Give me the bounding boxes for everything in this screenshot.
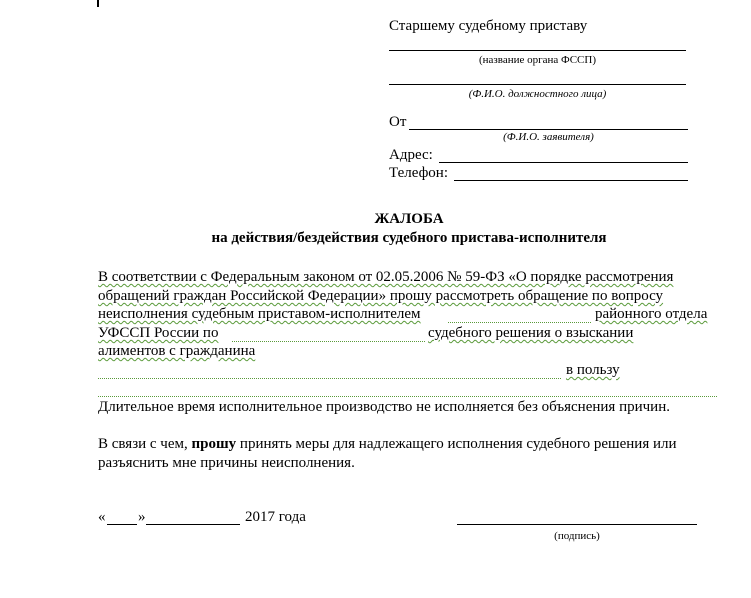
body-line-1: В соответствии с Федеральным законом от 02.05.2006 № 59-ФЗ «О порядке рассмотрения bbox=[98, 269, 674, 285]
document-title: ЖАЛОБА bbox=[374, 211, 444, 227]
date-open-quote: « bbox=[98, 509, 106, 525]
text-cursor bbox=[97, 0, 99, 7]
month-blank[interactable] bbox=[146, 524, 240, 525]
signature-blank[interactable] bbox=[457, 524, 697, 525]
body-line-5: алиментов с гражданина bbox=[98, 343, 256, 359]
day-blank[interactable] bbox=[107, 524, 137, 525]
body-paragraph-3-line-1 bbox=[98, 436, 677, 453]
address-blank[interactable] bbox=[439, 162, 688, 163]
phone-blank[interactable] bbox=[454, 180, 688, 181]
region-blank[interactable] bbox=[232, 341, 425, 342]
from-label: От bbox=[389, 114, 407, 130]
caption-org: (название органа ФССП) bbox=[479, 54, 596, 66]
p3-bold: прошу bbox=[191, 436, 237, 452]
body-line-2: обращений граждан Российской Федерации» прошу рассмотреть обращение по вопросу bbox=[98, 288, 664, 304]
year-text: 2017 года bbox=[245, 509, 306, 525]
department-blank[interactable] bbox=[448, 322, 591, 323]
body-paragraph-3-line-2: разъяснить мне причины неисполнения. bbox=[98, 455, 355, 471]
p3-rest: принять меры для надлежащего исполнения судебного решения или bbox=[236, 436, 677, 452]
applicant-blank[interactable] bbox=[409, 129, 688, 130]
p3-start: В связи с чем, bbox=[98, 436, 192, 452]
body-line-3-end: районного отдела bbox=[595, 306, 708, 322]
body-line-4: УФССП России по bbox=[98, 325, 219, 341]
body-line-4-end: судебного решения о взыскании bbox=[428, 325, 634, 341]
caption-applicant: (Ф.И.О. заявителя) bbox=[503, 131, 594, 143]
official-blank[interactable] bbox=[389, 84, 686, 85]
caption-signature: (подпись) bbox=[554, 530, 600, 542]
date-close-quote: » bbox=[138, 509, 146, 525]
recipient-line: Старшему судебному приставу bbox=[389, 18, 588, 34]
caption-official: (Ф.И.О. должностного лица) bbox=[468, 88, 607, 100]
address-label: Адрес: bbox=[389, 147, 433, 163]
document-subtitle: на действия/бездействия судебного пристава-исполнителя bbox=[211, 230, 607, 246]
body-line-3: неисполнения судебным приставом-исполнителем bbox=[98, 306, 421, 322]
org-blank[interactable] bbox=[389, 50, 686, 51]
beneficiary-blank[interactable] bbox=[98, 396, 717, 397]
body-paragraph-2: Длительное время исполнительное производство не исполняется без объяснения причин. bbox=[98, 399, 670, 415]
phone-label: Телефон: bbox=[389, 165, 448, 181]
debtor-blank[interactable] bbox=[98, 378, 561, 379]
body-line-6-end: в пользу bbox=[566, 362, 620, 378]
